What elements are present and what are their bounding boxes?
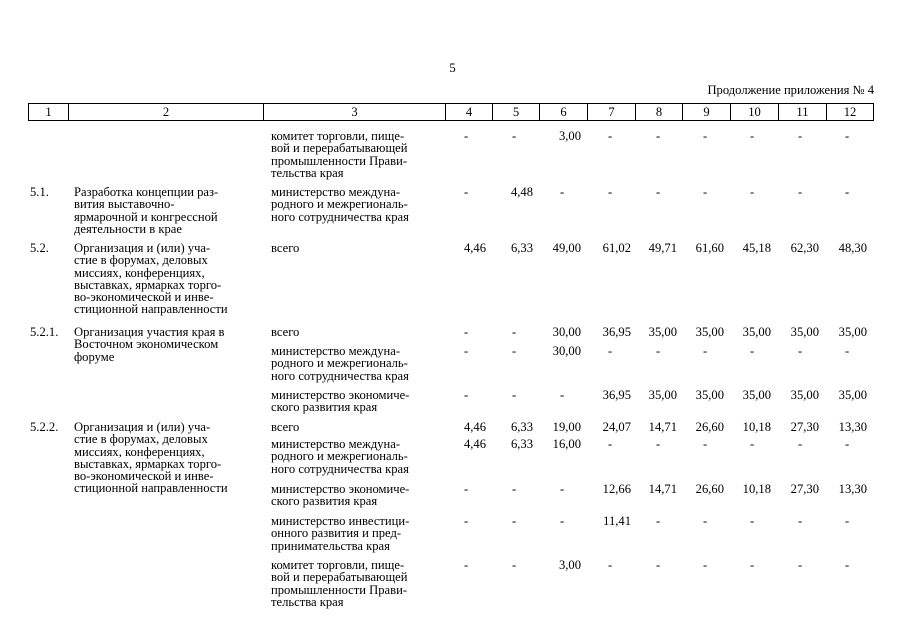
value-col-12: - [845,129,850,143]
value-col-12: 35,00 [838,388,867,402]
value-col-11: 35,00 [790,325,819,339]
value-col-9: 26,60 [695,420,724,434]
row-responsible: министерство экономиче- ского развития края [271,482,410,509]
value-col-7: - [608,344,613,358]
value-col-9: - [703,185,708,199]
value-col-10: 35,00 [742,325,771,339]
column-header-table [28,103,874,121]
value-col-12: 35,00 [838,325,867,339]
value-col-6: - [560,482,565,496]
value-col-10: - [750,185,755,199]
row-number: 5.2. [30,241,49,255]
value-col-8: 49,71 [648,241,677,255]
row-responsible: министерство экономиче- ского развития края [271,388,410,415]
value-col-11: - [798,129,803,143]
value-col-7: 11,41 [603,514,631,528]
value-col-8: 14,71 [648,482,677,496]
value-col-8: 35,00 [648,325,677,339]
value-col-7: - [608,185,613,199]
value-col-4: - [464,185,469,199]
page-number: 5 [449,60,456,75]
col-header-4: 4 [446,104,493,121]
value-col-7: - [608,558,613,572]
row-responsible: министерство междуна- родного и межрегиональ- ного сотрудничества края [271,344,409,383]
value-col-11: - [798,437,803,451]
value-col-5: 4,48 [510,185,533,199]
col-header-3: 3 [264,104,446,121]
value-col-6: - [560,185,565,199]
row-responsible: всего [271,241,300,255]
value-col-8: 14,71 [648,420,677,434]
row-responsible: всего [271,325,300,339]
continuation-label: Продолжение приложения № 4 [707,83,874,97]
col-header-5: 5 [493,104,540,121]
col-header-11: 11 [779,104,827,121]
value-col-6: 3,00 [558,558,581,572]
value-col-4: - [464,344,469,358]
col-header-1: 1 [29,104,69,121]
value-col-12: 48,30 [838,241,867,255]
value-col-4: - [464,388,469,402]
value-col-9: 35,00 [695,325,724,339]
value-col-5: - [512,388,517,402]
value-col-5: 6,33 [510,420,533,434]
col-header-6: 6 [540,104,588,121]
value-col-7: 36,95 [602,388,631,402]
value-col-4: 4,46 [463,420,486,434]
value-col-7: 61,02 [602,241,631,255]
value-col-7: 24,07 [602,420,631,434]
value-col-6: 19,00 [552,420,581,434]
value-col-9: - [703,344,708,358]
value-col-11: - [798,344,803,358]
value-col-10: 10,18 [742,420,771,434]
value-col-12: - [845,344,850,358]
value-col-9: - [703,437,708,451]
value-col-12: - [845,437,850,451]
value-col-5: - [512,514,517,528]
value-col-10: - [750,437,755,451]
value-col-10: - [750,558,755,572]
value-col-10: - [750,129,755,143]
col-header-7: 7 [588,104,636,121]
row-responsible: министерство инвестици- онного развития и пред- принимательства края [271,514,410,553]
value-col-6: 16,00 [552,437,581,451]
value-col-4: - [464,482,469,496]
value-col-6: - [560,388,565,402]
row-measure-name: Организация и (или) уча- стие в форумах, деловых миссиях, конференциях, выставках, ярмарках торго- во-экономической и инве- стиционной направленности [74,241,228,317]
value-col-9: 35,00 [695,388,724,402]
row-responsible: комитет торговли, пище- вой и перерабатывающей промышленности Прави- тельства края [271,558,408,609]
row-measure-name: Организация участия края в Восточном экономическом форуме [74,325,225,364]
col-header-9: 9 [683,104,731,121]
value-col-5: 6,33 [510,241,533,255]
value-col-4: - [464,129,469,143]
value-col-11: 27,30 [790,482,819,496]
value-col-10: - [750,344,755,358]
value-col-9: - [703,558,708,572]
col-header-8: 8 [636,104,683,121]
value-col-6: 3,00 [558,129,581,143]
value-col-6: 49,00 [552,241,581,255]
row-responsible: всего [271,420,300,434]
value-col-8: 35,00 [648,388,677,402]
row-responsible: министерство междуна- родного и межрегиональ- ного сотрудничества края [271,437,409,476]
value-col-4: - [464,325,469,339]
value-col-8: - [656,185,661,199]
value-col-5: - [512,325,517,339]
value-col-10: 10,18 [742,482,771,496]
value-col-8: - [656,437,661,451]
value-col-11: - [798,558,803,572]
value-col-9: - [703,129,708,143]
row-measure-name: Разработка концепции раз- вития выставочно- ярмарочной и конгрессной деятельности в крае [74,185,219,236]
value-col-5: - [512,558,517,572]
value-col-11: 62,30 [790,241,819,255]
col-header-2: 2 [69,104,264,121]
value-col-7: - [608,129,613,143]
value-col-7: - [608,437,613,451]
value-col-11: 35,00 [790,388,819,402]
value-col-10: - [750,514,755,528]
value-col-12: 13,30 [838,482,867,496]
value-col-5: 6,33 [510,437,533,451]
value-col-12: - [845,185,850,199]
value-col-6: - [560,514,565,528]
value-col-4: - [464,558,469,572]
value-col-4: 4,46 [463,437,486,451]
row-number: 5.2.2. [30,420,59,434]
value-col-8: - [656,129,661,143]
value-col-5: - [512,129,517,143]
value-col-8: - [656,514,661,528]
value-col-12: - [845,558,850,572]
value-col-9: - [703,514,708,528]
row-number: 5.2.1. [30,325,59,339]
value-col-6: 30,00 [552,344,581,358]
value-col-8: - [656,344,661,358]
col-header-10: 10 [731,104,779,121]
col-header-12: 12 [827,104,874,121]
value-col-9: 26,60 [695,482,724,496]
value-col-11: 27,30 [790,420,819,434]
value-col-7: 36,95 [602,325,631,339]
value-col-7: 12,66 [602,482,631,496]
value-col-12: - [845,514,850,528]
value-col-12: 13,30 [838,420,867,434]
column-header-row [29,104,874,121]
value-col-8: - [656,558,661,572]
value-col-6: 30,00 [552,325,581,339]
row-responsible: министерство междуна- родного и межрегиональ- ного сотрудничества края [271,185,409,224]
value-col-10: 35,00 [742,388,771,402]
value-col-5: - [512,344,517,358]
value-col-11: - [798,514,803,528]
value-col-4: 4,46 [463,241,486,255]
value-col-9: 61,60 [695,241,724,255]
value-col-10: 45,18 [742,241,771,255]
value-col-11: - [798,185,803,199]
row-number: 5.1. [30,185,49,199]
row-responsible: комитет торговли, пище- вой и перерабатывающей промышленности Прави- тельства края [271,129,408,180]
row-measure-name: Организация и (или) уча- стие в форумах, деловых миссиях, конференциях, выставках, ярмарках торго- во-экономической и инве- стиционной направленности [74,420,228,496]
value-col-4: - [464,514,469,528]
value-col-5: - [512,482,517,496]
